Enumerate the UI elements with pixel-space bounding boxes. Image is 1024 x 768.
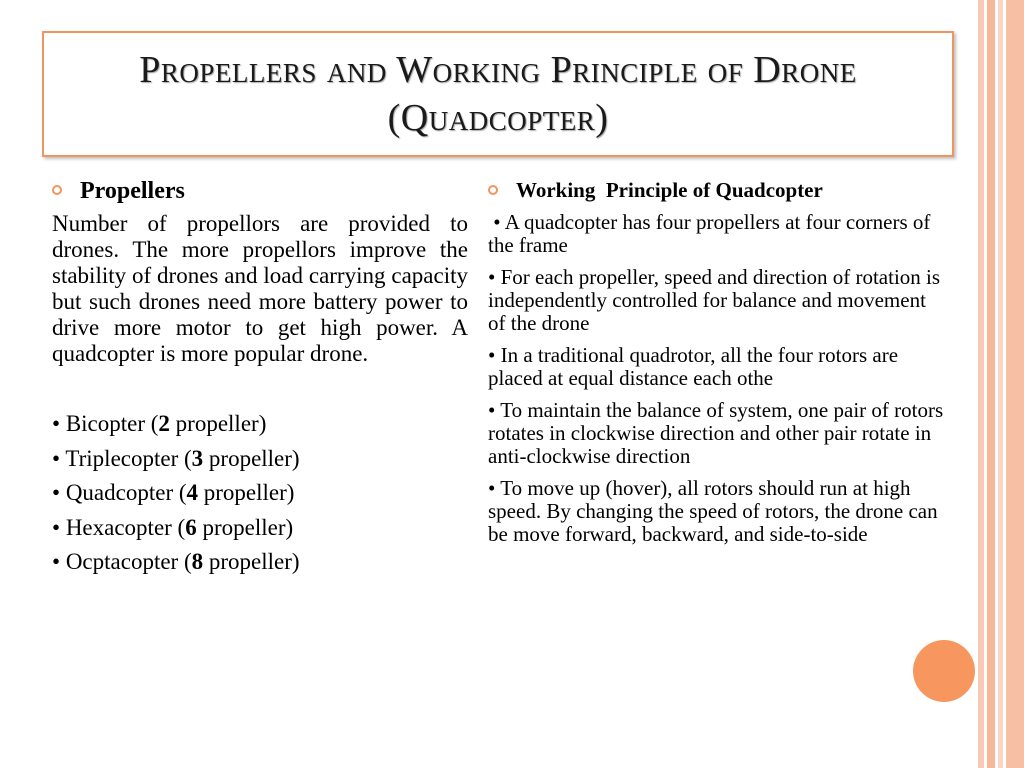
circle-bullet-icon	[52, 185, 62, 195]
decor-stripe	[998, 0, 1003, 768]
working-principle-heading	[488, 178, 948, 203]
list-item: • A quadcopter has four propellers at four corners of the frame	[488, 210, 931, 257]
list-item: • Ocptacopter (8 propeller)	[52, 549, 300, 574]
working-principle-column	[488, 178, 948, 555]
decor-stripe	[978, 0, 984, 768]
drone-types-list	[52, 407, 468, 580]
decor-circle	[913, 640, 975, 702]
list-item: • Bicopter (2 propeller)	[52, 411, 267, 436]
working-principle-heading-text: Working Principle of Quadcopter	[516, 178, 823, 202]
propellers-heading	[52, 178, 468, 205]
list-item: • In a traditional quadrotor, all the four rotors are placed at equal distance each othe	[488, 343, 899, 390]
list-item: • For each propeller, speed and direction of rotation is independently controlled for balance and movement of the drone	[488, 265, 941, 335]
working-principle-list	[488, 211, 948, 546]
circle-bullet-icon	[488, 185, 498, 195]
list-item: • Hexacopter (6 propeller)	[52, 514, 294, 540]
propellers-heading-text: Propellers	[80, 178, 185, 204]
propellers-paragraph: Number of propellors are provided to drones. The more propellors improve the stability of drones and load carrying capacity but such drones need more battery power to drive more motor to get high power. A quadcopter is more popular drone.	[52, 211, 468, 366]
list-item: • Triplecopter (3 propeller)	[52, 445, 300, 471]
list-item: • Quadcopter (4 propeller)	[52, 480, 295, 505]
list-item: • To maintain the balance of system, one pair of rotors rotates in clockwise direction and other pair rotate in anti-clockwise direction	[488, 398, 944, 468]
decor-stripe	[1006, 0, 1024, 768]
list-item: • To move up (hover), all rotors should run at high speed. By changing the speed of rotors, the drone can be move forward, backward, and side-to-side	[488, 476, 938, 546]
slide-title: Propellers and Working Principle of Drone (Quadcopter)	[139, 49, 857, 139]
decor-stripe	[987, 0, 995, 768]
title-box	[42, 31, 954, 157]
propellers-column	[52, 178, 468, 580]
